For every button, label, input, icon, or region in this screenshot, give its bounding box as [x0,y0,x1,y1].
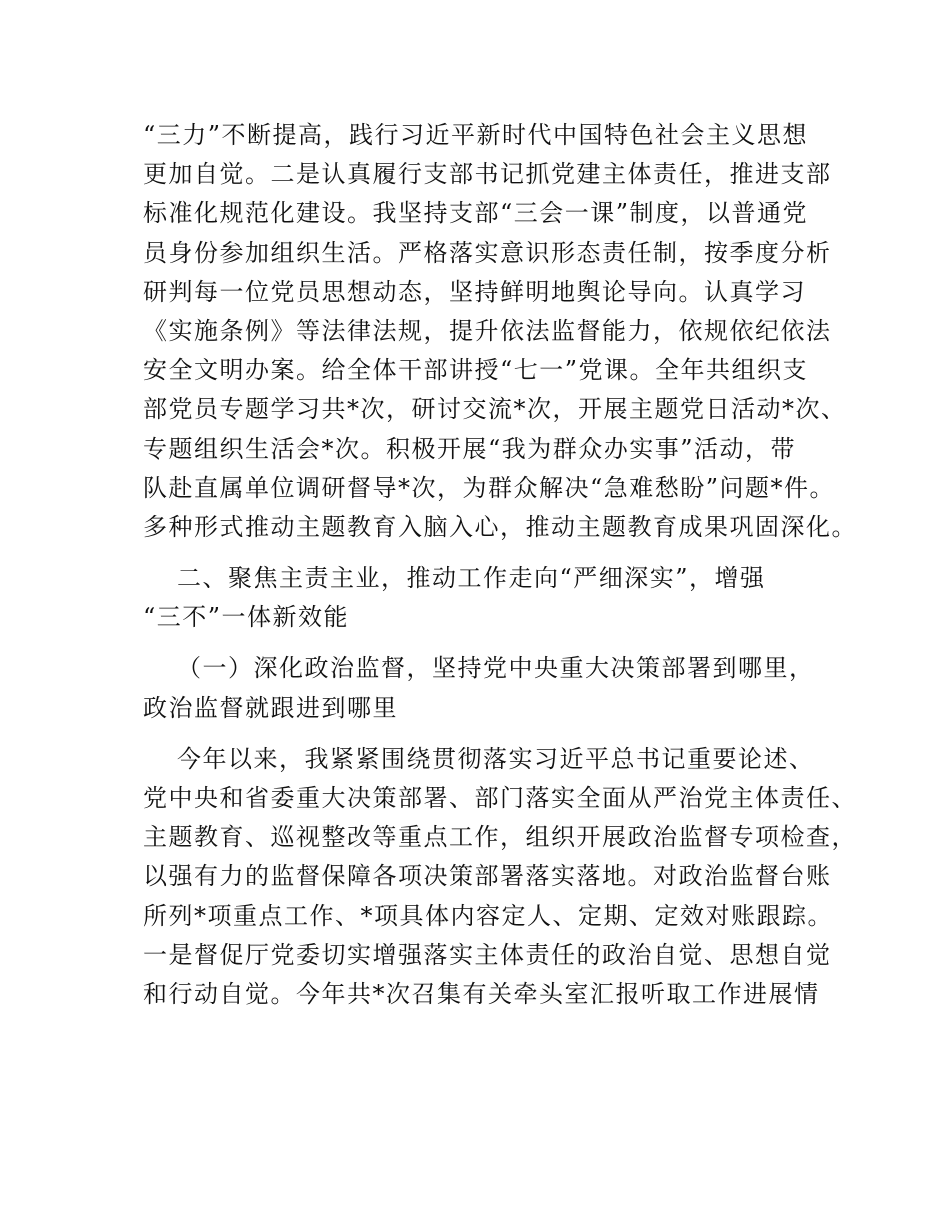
text-line: 《实施条例》等法律法规，提升依法监督能力，依规依纪依法 [143,316,832,345]
paragraph-spacer [143,728,813,740]
text-line: 员身份参加组织生活。严格落实意识形态责任制，按季度分析 [143,238,832,267]
text-line: 所列*项重点工作、*项具体内容定人、定期、定效对账跟踪。 [143,901,833,930]
text-line: 队赴直属单位调研督导*次，为群众解决“急难愁盼”问题*件。 [143,473,836,502]
text-line: 标准化规范化建设。我坚持支部“三会一课”制度，以普通党 [143,199,809,228]
text-line: 专题组织生活会*次。积极开展“我为群众办实事”活动，带 [143,434,797,463]
text-line: 今年以来，我紧紧围绕贯彻落实习近平总书记重要论述、 [177,744,815,773]
paragraph-party-building [143,116,857,547]
heading-line: 二、聚焦主责主业，推动工作走向“严细深实”，增强 [177,564,766,593]
text-line: 和行动自觉。今年共*次召集有关牵头室汇报听取工作进展情 [143,979,820,1008]
paragraph-political-supervision [143,740,857,1014]
paragraph-spacer [143,547,813,559]
text-line: “三力”不断提高，践行习近平新时代中国特色社会主义思想 [143,121,809,149]
paragraph-spacer [143,637,813,649]
document-body [143,116,857,1014]
text-line: 多种形式推动主题教育入脑入心，推动主题教育成果巩固深化。 [143,512,857,541]
text-line: 研判每一位党员思想动态，坚持鲜明地舆论导向。认真学习 [143,277,806,306]
text-line: 部党员专题学习共*次，研讨交流*次，开展主题党日活动*次、 [143,395,847,424]
text-line: 党中央和省委重大决策部署、部门落实全面从严治党主体责任、 [143,784,857,812]
text-line: 安全文明办案。给全体干部讲授“七一”党课。全年共组织支 [143,356,809,385]
section-heading-two [143,559,813,637]
text-line: 一是督促厅党委切实增强落实主体责任的政治自觉、思想自觉 [143,940,832,969]
heading-line: 政治监督就跟进到哪里 [143,693,398,722]
subsection-heading-one [143,649,813,727]
text-line: 以强有力的监督保障各项决策部署落实落地。对政治监督台账 [143,862,832,891]
heading-line: （一）深化政治监督，坚持党中央重大决策部署到哪里， [177,654,815,683]
text-line: 更加自觉。二是认真履行支部书记抓党建主体责任，推进支部 [143,160,832,189]
text-line: 主题教育、巡视整改等重点工作，组织开展政治监督专项检查， [143,823,857,852]
heading-line: “三不”一体新效能 [143,603,350,632]
